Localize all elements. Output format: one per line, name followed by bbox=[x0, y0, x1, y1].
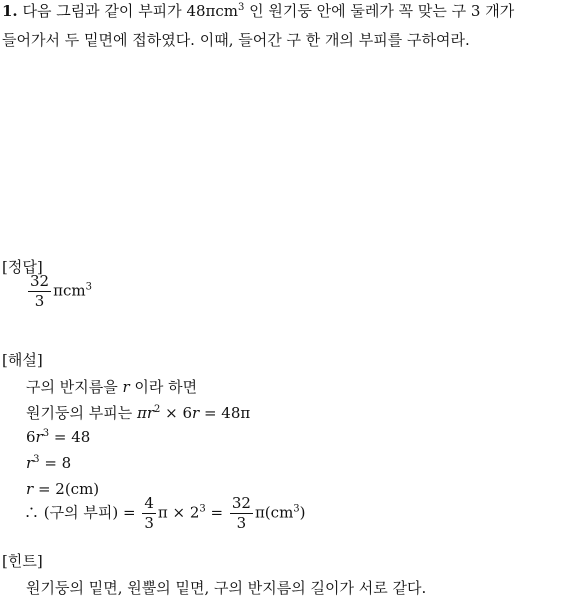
variable-r: r bbox=[26, 480, 34, 498]
exp-3: 3 bbox=[33, 454, 40, 465]
question-volume-exp: 3 bbox=[238, 2, 245, 13]
answer-fraction-denominator: 3 bbox=[34, 292, 45, 310]
explanation-line-2-text: 원기둥의 부피는 bbox=[26, 404, 137, 422]
answer-unit-exp: 3 bbox=[85, 281, 92, 293]
question-line-1 bbox=[2, 0, 514, 25]
hint-label: [힌트] bbox=[2, 552, 43, 570]
variable-r: r bbox=[122, 378, 130, 396]
explanation-line-1-text: 구의 반지름을 bbox=[26, 378, 123, 396]
pi-times-2: π × 2 bbox=[157, 503, 200, 522]
variable-r: r bbox=[35, 428, 43, 446]
explanation-line-3 bbox=[26, 428, 90, 446]
variable-r: r bbox=[26, 454, 34, 472]
question-line-2: 들어가서 두 밑면에 접하였다. 이때, 들어간 구 한 개의 부피를 구하여라. bbox=[2, 31, 470, 49]
question-volume: 48πcm bbox=[186, 2, 239, 20]
explanation-line-1 bbox=[26, 376, 197, 397]
explanation-label: [해설] bbox=[2, 351, 43, 369]
fraction-numerator: 4 bbox=[144, 494, 154, 512]
answer-value bbox=[26, 274, 92, 309]
therefore-sphere-volume: ∴ (구의 부피) = bbox=[24, 503, 141, 522]
explanation-line-4 bbox=[26, 454, 71, 472]
exp-3: 3 bbox=[293, 503, 300, 515]
fraction-denominator: 3 bbox=[236, 514, 247, 532]
explanation-line-1-tail: 이라 하면 bbox=[129, 378, 198, 396]
question-number: 1. bbox=[2, 2, 18, 20]
equals-48pi: = 48π bbox=[199, 404, 251, 422]
hint-text: 원기둥의 밑면, 원뿔의 밑면, 구의 반지름의 길이가 서로 같다. bbox=[26, 579, 427, 597]
pi-r: πr bbox=[136, 404, 154, 422]
fraction-32-3 bbox=[230, 496, 253, 531]
answer-fraction bbox=[28, 274, 51, 309]
fraction-numerator: 32 bbox=[231, 494, 251, 512]
times-6: × 6 bbox=[160, 404, 193, 422]
pi-cm: π(cm bbox=[254, 503, 294, 522]
question-text-1a: 다음 그림과 같이 부피가 bbox=[22, 2, 187, 20]
variable-r: r bbox=[192, 404, 200, 422]
close-paren: ) bbox=[299, 503, 306, 522]
answer-label: [정답] bbox=[2, 258, 43, 276]
explanation-line-2 bbox=[26, 402, 250, 423]
fraction-4-3 bbox=[142, 496, 156, 531]
answer-unit: πcm bbox=[53, 281, 86, 300]
exp-2: 2 bbox=[154, 404, 161, 415]
coef-6: 6 bbox=[26, 428, 36, 446]
equals-sign: = bbox=[205, 503, 228, 522]
equals-8: = 8 bbox=[39, 454, 72, 472]
fraction-denominator: 3 bbox=[144, 514, 154, 532]
equals-2cm: = 2(cm) bbox=[33, 480, 100, 498]
equals-48: = 48 bbox=[49, 428, 91, 446]
exp-3: 3 bbox=[42, 428, 50, 439]
answer-fraction-numerator: 32 bbox=[30, 272, 50, 290]
question-text-1b: 인 원기둥 안에 둘레가 꼭 맞는 구 3 개가 bbox=[244, 2, 515, 20]
explanation-line-6 bbox=[24, 496, 306, 531]
exp-3: 3 bbox=[199, 503, 206, 515]
